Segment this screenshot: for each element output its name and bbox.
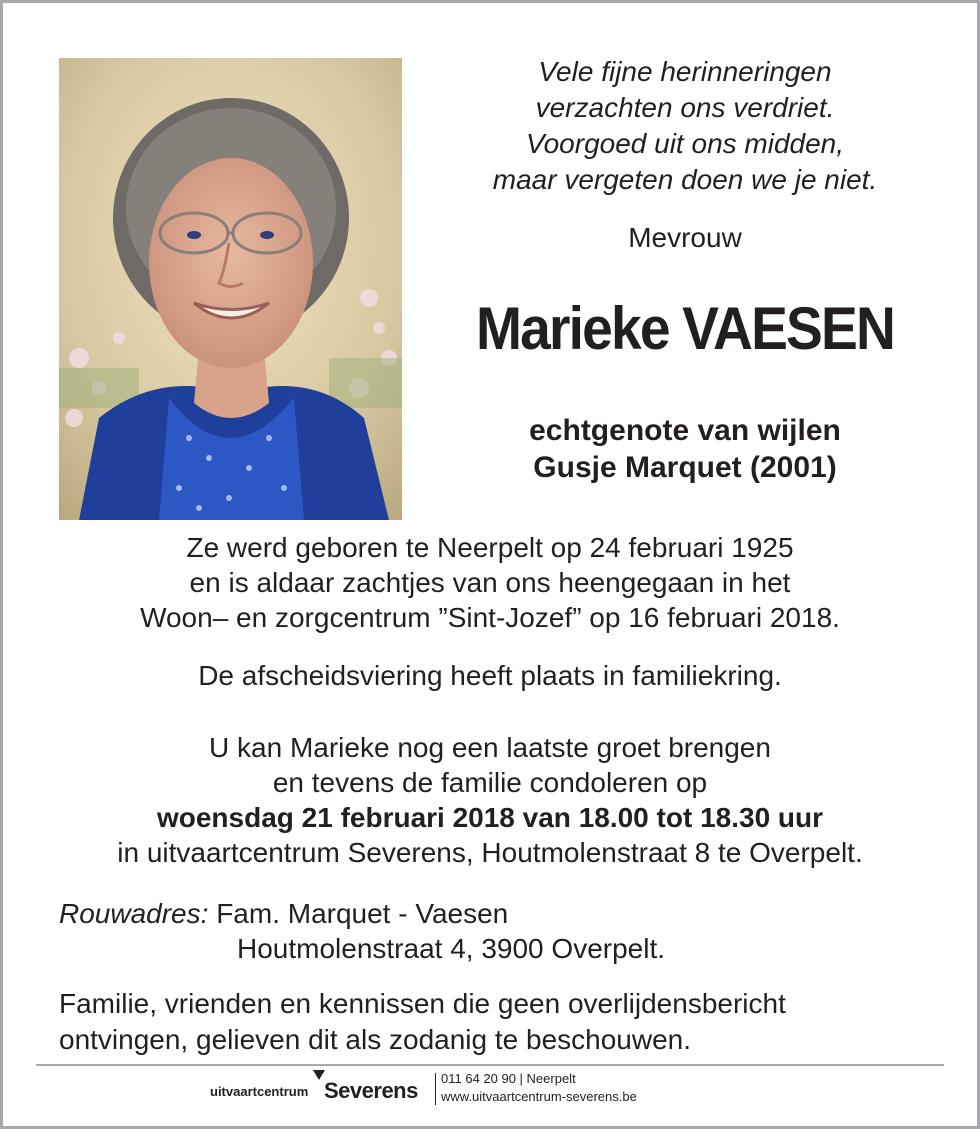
footer-separator xyxy=(435,1073,436,1105)
spouse-line: Gusje Marquet (2001) xyxy=(533,451,837,484)
address-line-1: Fam. Marquet - Vaesen xyxy=(216,898,509,929)
visit-line: en tevens de familie condoleren op xyxy=(272,767,708,798)
honorific-title: Mevrouw xyxy=(628,222,742,253)
birth-line: en is aldaar zachtjes van ons heengegaan in het xyxy=(189,567,791,598)
footer-phone: 011 64 20 90 | Neerpelt xyxy=(441,1071,576,1086)
address-line-2: Houtmolenstraat 4, 3900 Overpelt. xyxy=(237,933,666,964)
footer-company-name: Severens xyxy=(324,1078,418,1103)
divider xyxy=(36,1064,944,1066)
visit-line: U kan Marieke nog een laatste groet brengen xyxy=(209,732,771,763)
footer-brand: uitvaartcentrum xyxy=(210,1084,309,1099)
poem-line: maar vergeten doen we je niet. xyxy=(492,164,878,195)
visitation-info xyxy=(40,730,940,870)
farewell-info: De afscheidsviering heeft plaats in familiekring. xyxy=(198,660,782,691)
portrait-photo xyxy=(59,58,402,520)
poem-line: verzachten ons verdriet. xyxy=(535,92,835,123)
visit-line: in uitvaartcentrum Severens, Houtmolenstraat 8 te Overpelt. xyxy=(117,837,863,868)
spouse-info xyxy=(420,412,950,486)
spouse-line: echtgenote van wijlen xyxy=(529,414,841,447)
visit-date-time: woensdag 21 februari 2018 van 18.00 tot 18.30 uur xyxy=(156,802,824,833)
birth-line: Woon– en zorgcentrum ”Sint-Jozef” op 16 februari 2018. xyxy=(140,602,840,633)
notice-line: Familie, vrienden en kennissen die geen overlijdensbericht xyxy=(59,988,786,1019)
notice-text xyxy=(59,986,786,1058)
poem-line: Voorgoed uit ons midden, xyxy=(525,128,845,159)
address-label: Rouwadres: xyxy=(59,898,209,929)
mourning-address xyxy=(59,896,665,966)
funeral-home-footer xyxy=(200,1070,760,1110)
poem-line: Vele fijne herinneringen xyxy=(538,56,832,87)
memorial-poem xyxy=(420,54,950,198)
notice-line: ontvingen, gelieven dit als zodanig te beschouwen. xyxy=(59,1024,691,1055)
birth-death-info xyxy=(40,530,940,635)
deceased-name: Marieke VAESEN xyxy=(475,295,895,362)
footer-website[interactable]: www.uitvaartcentrum-severens.be xyxy=(441,1089,637,1104)
birth-line: Ze werd geboren te Neerpelt op 24 februari 1925 xyxy=(186,532,794,563)
